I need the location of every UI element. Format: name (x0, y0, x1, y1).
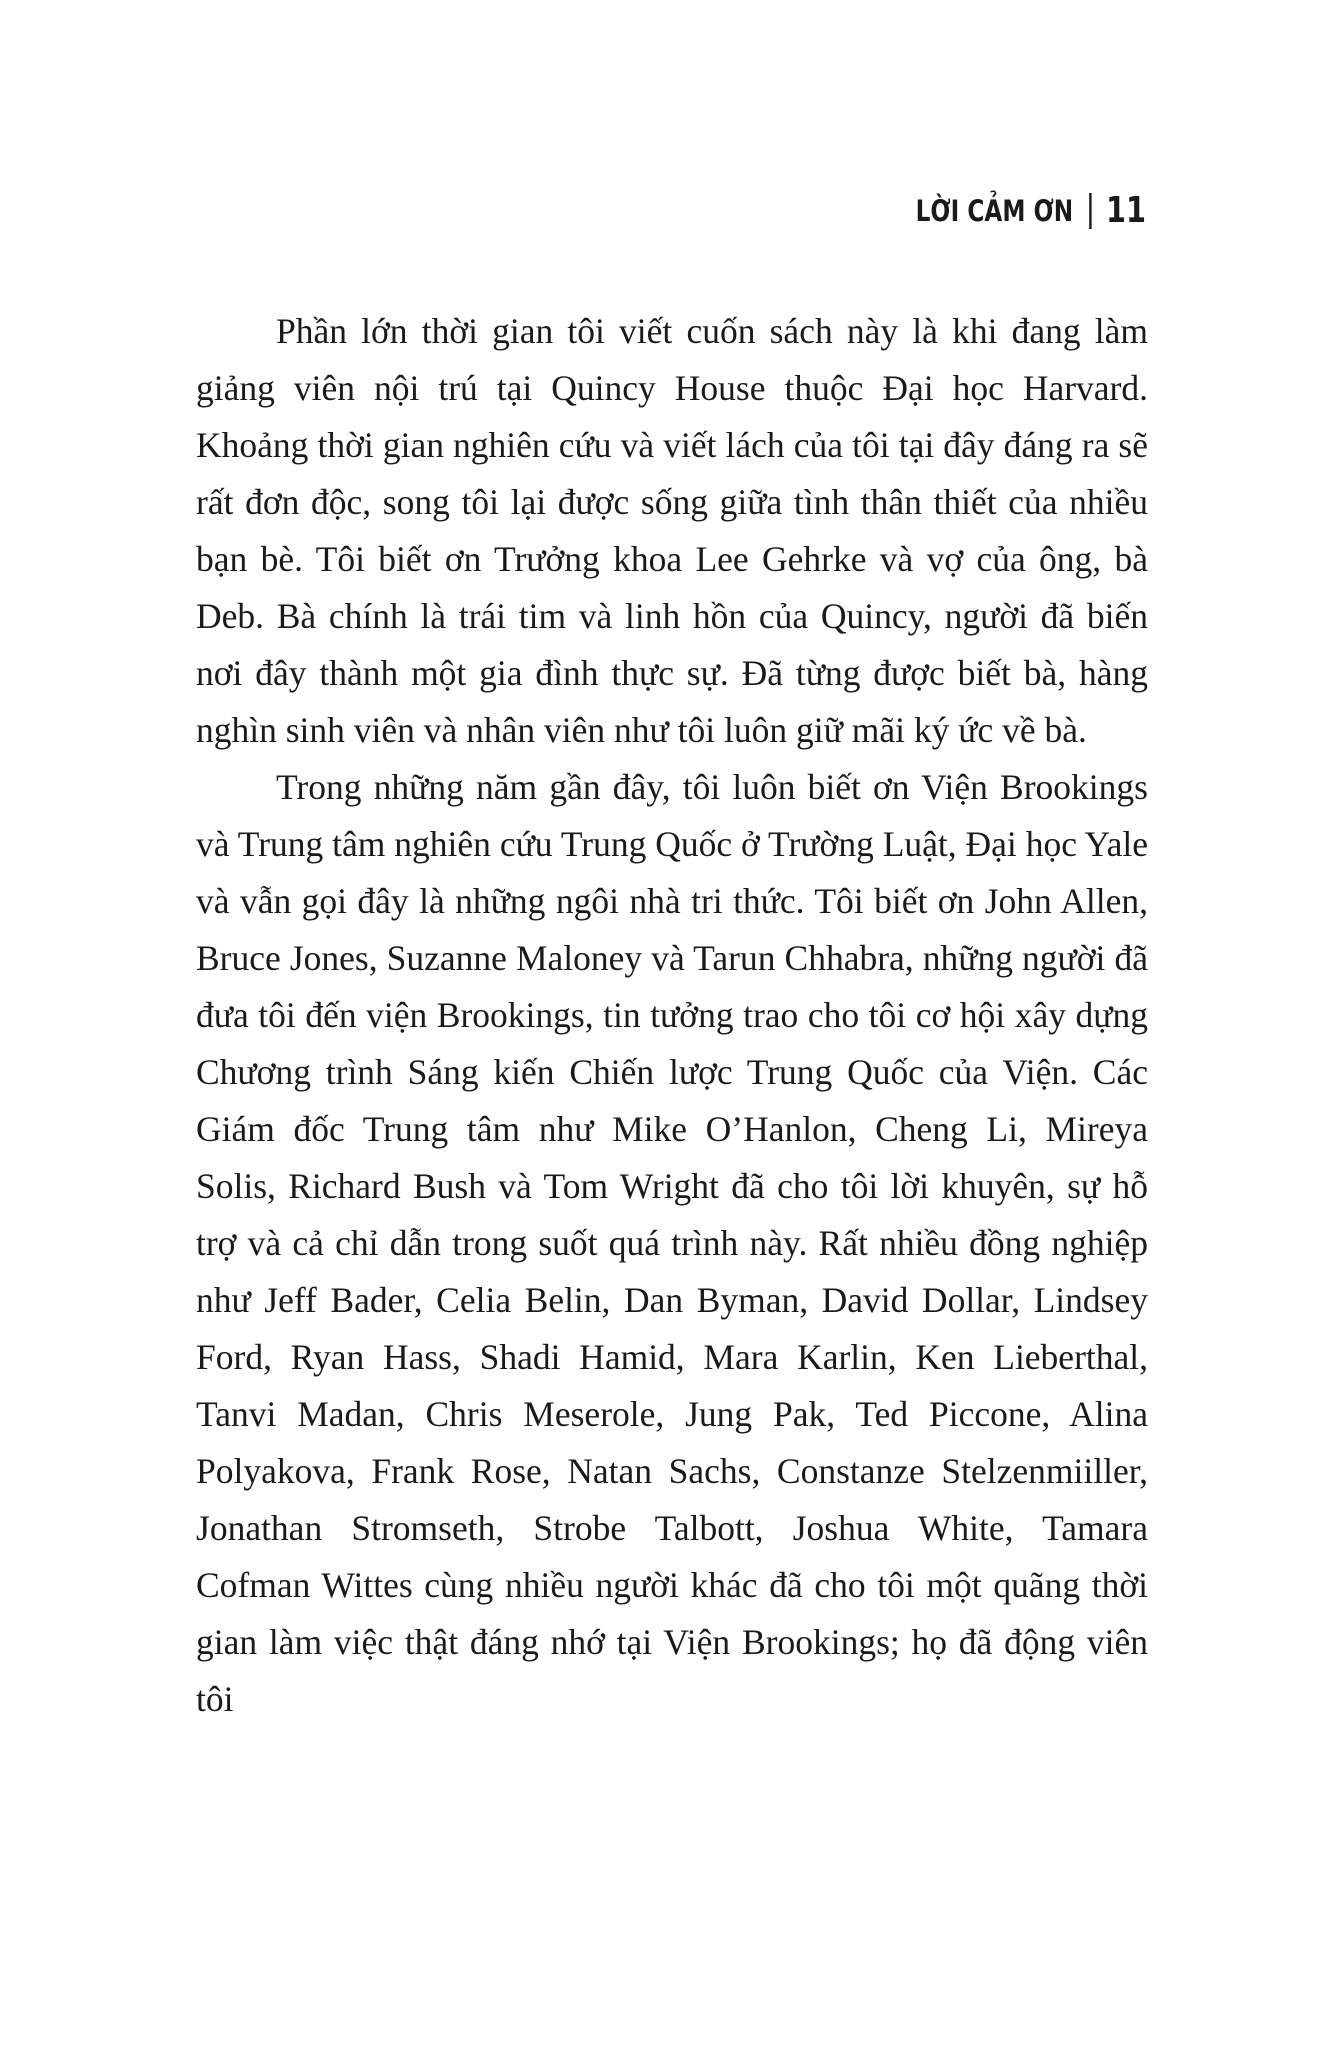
chapter-title: LỜI CẢM ƠN (915, 193, 1074, 228)
paragraph-1: Phần lớn thời gian tôi viết cuốn sách này là khi đang làm giảng viên nội trú tại Quincy House thuộc Đại học Harvard. Khoảng thời gian nghiên cứu và viết lách của tôi tại đây đáng ra sẽ rất đơn độc, song tôi lại được sống giữa tình thân thiết của nhiều bạn bè. Tôi biết ơn Trưởng khoa Lee Gehrke và vợ của ông, bà Deb. Bà chính là trái tim và linh hồn của Quincy, người đã biến nơi đây thành một gia đình thực sự. Đã từng được biết bà, hàng nghìn sinh viên và nhân viên như tôi luôn giữ mãi ký ức về bà. (196, 311, 1148, 750)
body-text (196, 303, 1148, 1728)
running-header (916, 190, 1146, 231)
header-separator (1089, 193, 1091, 229)
paragraph-2: Trong những năm gần đây, tôi luôn biết ơn Viện Brookings và Trung tâm nghiên cứu Trung Quốc ở Trường Luật, Đại học Yale và vẫn gọi đây là những ngôi nhà tri thức. Tôi biết ơn John Allen, Bruce Jones, Suzanne Maloney và Tarun Chhabra, những người đã đưa tôi đến viện Brookings, tin tưởng trao cho tôi cơ hội xây dựng Chương trình Sáng kiến Chiến lược Trung Quốc của Viện. Các Giám đốc Trung tâm như Mike O’Hanlon, Cheng Li, Mireya Solis, Richard Bush và Tom Wright đã cho tôi lời khuyên, sự hỗ trợ và cả chỉ dẫn trong suốt quá trình này. Rất nhiều đồng nghiệp như Jeff Bader, Celia Belin, Dan Byman, David Dollar, Lindsey Ford, Ryan Hass, Shadi Hamid, Mara Karlin, Ken Lieberthal, Tanvi Madan, Chris Meserole, Jung Pak, Ted Piccone, Alina Polyakova, Frank Rose, Natan Sachs, Constanze Stelzenmiiller, Jonathan Stromseth, Strobe Talbott, Joshua White, Tamara Cofman Wittes cùng nhiều người khác đã cho tôi một quãng thời gian làm việc thật đáng nhớ tại Viện Brookings; họ đã động viên tôi (196, 767, 1148, 1719)
page-number: 11 (1105, 190, 1146, 231)
